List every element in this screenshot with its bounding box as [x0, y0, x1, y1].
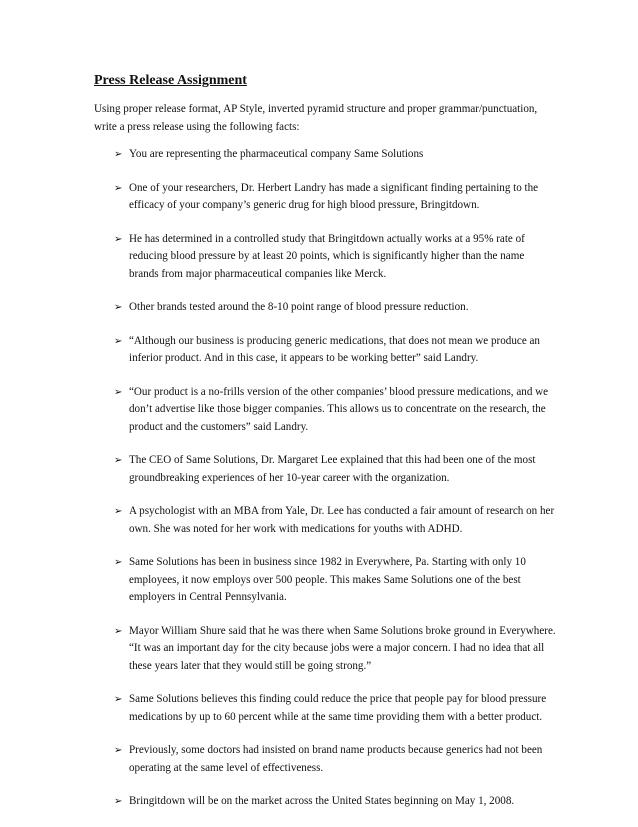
- arrow-bullet-icon: ➢: [114, 182, 123, 194]
- list-item-text: Same Solutions believes this finding could reduce the price that people pay for blood pressure medications by up to 60 percent while at the same time providing them with a better product.: [129, 693, 547, 723]
- document-page: [94, 72, 556, 827]
- list-item: [94, 503, 556, 538]
- arrow-bullet-icon: ➢: [114, 796, 123, 807]
- list-item-text: Other brands tested around the 8-10 point range of blood pressure reduction.: [129, 301, 469, 313]
- list-item-text: One of your researchers, Dr. Herbert Landry has made a significant finding pertaining to the efficacy of your company’s generic drug for high blood pressure, Bringitdown.: [129, 181, 539, 211]
- arrow-bullet-icon: ➢: [114, 745, 123, 756]
- arrow-bullet-icon: ➢: [114, 386, 123, 398]
- list-item: [94, 691, 556, 726]
- intro-paragraph: Using proper release format, AP Style, inverted pyramid structure and proper grammar/punctuation, write a press release using the following facts:: [94, 103, 538, 133]
- list-item: [94, 299, 556, 317]
- list-item: [94, 452, 556, 487]
- arrow-bullet-icon: ➢: [114, 455, 123, 466]
- list-item-text: The CEO of Same Solutions, Dr. Margaret Lee explained that this had been one of the most groundbreaking experiences of her 10-year career with the organization.: [129, 454, 536, 484]
- list-item: [94, 384, 556, 437]
- list-item: [94, 231, 556, 284]
- list-item-text: A psychologist with an MBA from Yale, Dr. Lee has conducted a fair amount of research on her own. She was noted for her work with medications for youths with ADHD.: [129, 505, 555, 535]
- list-item-text: Mayor William Shure said that he was there when Same Solutions broke ground in Everywhere. “It was an important day for the city because jobs were a major concern. I had no idea that all these years later that they would still be going strong.”: [129, 624, 556, 672]
- arrow-bullet-icon: ➢: [114, 506, 123, 517]
- arrow-bullet-icon: ➢: [114, 302, 123, 313]
- list-item-text: You are representing the pharmaceutical company Same Solutions: [129, 148, 424, 160]
- facts-list: [94, 146, 556, 811]
- list-item-text: “Although our business is producing generic medications, that does not mean we produce an inferior product. And in this case, it appears to be working better” said Landry.: [129, 334, 540, 364]
- list-item: [94, 623, 556, 676]
- list-item: [94, 180, 556, 215]
- page-title: Press Release Assignment: [94, 73, 247, 88]
- list-item: [94, 554, 556, 607]
- arrow-bullet-icon: ➢: [114, 149, 123, 160]
- list-item: [94, 333, 556, 368]
- list-item: [94, 742, 556, 777]
- arrow-bullet-icon: ➢: [114, 557, 123, 568]
- list-item-text: “Our product is a no-frills version of the other companies’ blood pressure medications, and we don’t advertise like those bigger companies. This allows us to concentrate on the research, the product and the customers” said Landry.: [129, 385, 549, 433]
- list-item: [94, 793, 556, 811]
- list-item-text: Same Solutions has been in business since 1982 in Everywhere, Pa. Starting with only 10 employees, it now employs over 500 people. This makes Same Solutions one of the best employers in Central Pennsylvania.: [129, 556, 526, 603]
- list-item-text: Previously, some doctors had insisted on brand name products because generics had not been operating at the same level of effectiveness.: [129, 744, 543, 774]
- list-item-text: He has determined in a controlled study that Bringitdown actually works at a 95% rate of reducing blood pressure by at least 20 points, which is significantly higher than the name brands from major pharmaceutical companies like Merck.: [129, 232, 525, 280]
- arrow-bullet-icon: ➢: [114, 694, 123, 705]
- arrow-bullet-icon: ➢: [114, 335, 123, 347]
- list-item: [94, 146, 556, 164]
- arrow-bullet-icon: ➢: [114, 233, 123, 245]
- list-item-text: Bringitdown will be on the market across the United States beginning on May 1, 2008.: [129, 795, 515, 807]
- arrow-bullet-icon: ➢: [114, 625, 123, 637]
